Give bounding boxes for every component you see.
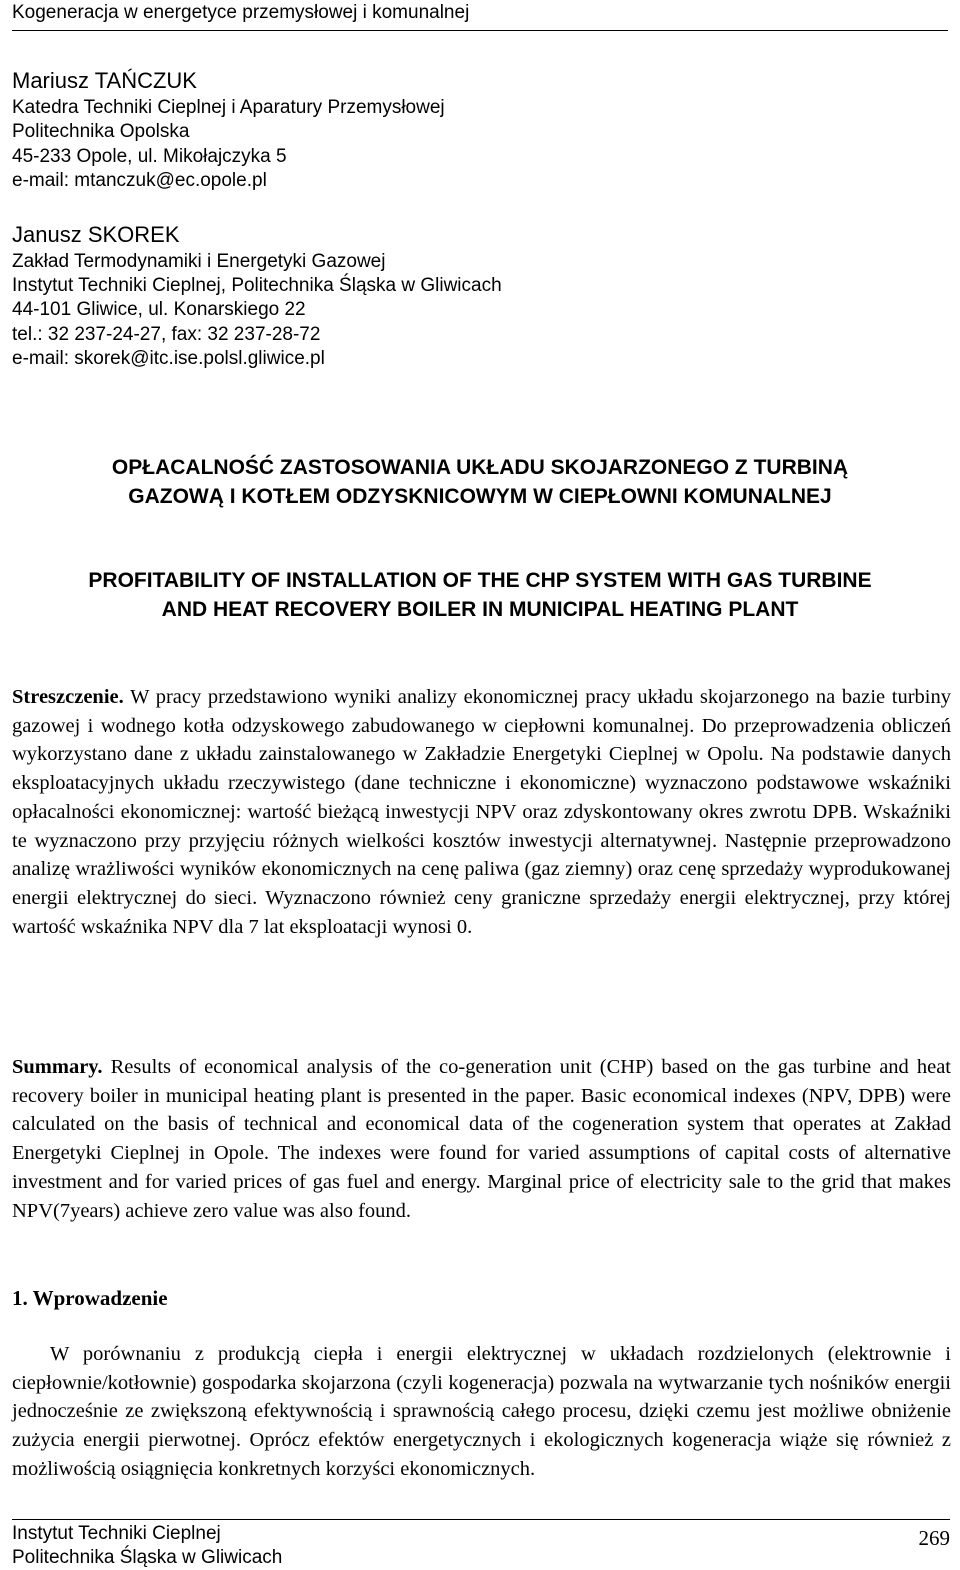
footer-institution <box>12 1520 950 1570</box>
author-institution: Politechnika Opolska <box>12 121 190 143</box>
author-affiliation: Zakład Termodynamiki i Energetyki Gazowej <box>12 250 386 272</box>
title-english-line: PROFITABILITY OF INSTALLATION OF THE CHP SYSTEM WITH GAS TURBINE <box>88 569 872 592</box>
author-email: e-mail: skorek@itc.ise.polsl.gliwice.pl <box>12 348 325 370</box>
author-block-tanczuk <box>12 66 942 194</box>
abstract-english <box>12 1053 951 1225</box>
authors <box>12 66 942 372</box>
title-english <box>0 566 960 624</box>
abstract-polish-text: W pracy przedstawiono wyniki analizy ekonomicznej pracy układu skojarzonego na bazie turbiny gazowej i wodnego kotła odzyskowego zabudowanego w ciepłowni komunalnej. Do przeprowadzenia obliczeń wykorzystano dane z układu zainstalowanego w Zakładzie Energetyki Cieplnej w Opolu. Na podstawie danych eksploatacyjnych układu rzeczywistego (dane techniczne i ekonomiczne) wyznaczono podstawowe wskaźniki opłacalności ekonomicznej: wartość bieżącą inwestycji NPV oraz zdyskontowany okres zwrotu DPB. Wskaźniki te wyznaczono przy przyjęciu różnych wielkości kosztów inwestycji alternatywnej. Następnie przeprowadzono analizę wrażliwości wyników ekonomicznych na cenę paliwa (gaz ziemny) oraz cenę sprzedaży wyprodukowanej energii elektrycznej do sieci. Wyznaczono również ceny graniczne sprzedaży energii elektrycznej, przy której wartość wskaźnika NPV dla 7 lat eksploatacji wynosi 0. <box>12 686 951 938</box>
author-name: Janusz SKOREK <box>12 221 180 247</box>
footer-line: Instytut Techniki Cieplnej <box>12 1523 221 1544</box>
author-institution: Instytut Techniki Cieplnej, Politechnika Śląska w Gliwicach <box>12 274 502 296</box>
section-heading: 1. Wprowadzenie <box>12 1286 168 1310</box>
author-affiliation: Katedra Techniki Cieplnej i Aparatury Przemysłowej <box>12 97 445 118</box>
title-polish-line: OPŁACALNOŚĆ ZASTOSOWANIA UKŁADU SKOJARZONEGO Z TURBINĄ <box>111 456 849 479</box>
author-address: 45-233 Opole, ul. Mikołajczyka 5 <box>12 145 287 167</box>
intro-paragraph: W porównaniu z produkcją ciepła i energii elektrycznej w układach rozdzielonych (elektrownie i ciepłownie/kotłownie) gospodarka skojarzona (czyli kogeneracja) pozwala na wytwarzanie tych nośników energii jednocześnie ze zwiększoną efektywnością i sprawnością całego procesu, dzięki czemu jest możliwe obniżenie zużycia energii pierwotnej. Oprócz efektów energetycznych i ekologicznych kogeneracja wiąże się również z możliwością osiągnięcia konkretnych korzyści ekonomicznych. <box>12 1343 951 1480</box>
title-polish <box>0 453 960 511</box>
author-name: Mariusz TAŃCZUK <box>12 68 197 93</box>
author-phone: tel.: 32 237-24-27, fax: 32 237-28-72 <box>12 323 321 345</box>
title-english-line: AND HEAT RECOVERY BOILER IN MUNICIPAL HEATING PLANT <box>161 598 799 621</box>
author-email: e-mail: mtanczuk@ec.opole.pl <box>12 170 267 192</box>
title-polish-line: GAZOWĄ I KOTŁEM ODZYSKNICOWYM W CIEPŁOWNI KOMUNALNEJ <box>128 485 832 508</box>
abstract-english-text: Results of economical analysis of the co-generation unit (CHP) based on the gas turbine and heat recovery boiler in municipal heating plant is presented in the paper. Basic economical indexes (NPV, DPB) were calculated on the basis of technical and economical data of the cogeneration system that operates at Zakład Energetyki Cieplnej in Opole. The indexes were found for varied assumptions of capital costs of alternative investment and for varied prices of gas fuel and energy. Marginal price of electricity sale to the grid that makes NPV(7years) achieve zero value was also found. <box>12 1056 952 1222</box>
page-number: 269 <box>918 1526 950 1550</box>
author-block-skorek <box>12 220 942 372</box>
abstract-polish <box>12 683 951 941</box>
page-footer <box>12 1519 950 1570</box>
abstract-polish-lead: Streszczenie. <box>12 686 124 708</box>
author-address: 44-101 Gliwice, ul. Konarskiego 22 <box>12 299 306 321</box>
running-header: Kogeneracja w energetyce przemysłowej i komunalnej <box>12 0 948 31</box>
abstract-english-lead: Summary. <box>12 1056 103 1078</box>
footer-line: Politechnika Śląska w Gliwicach <box>12 1547 283 1568</box>
